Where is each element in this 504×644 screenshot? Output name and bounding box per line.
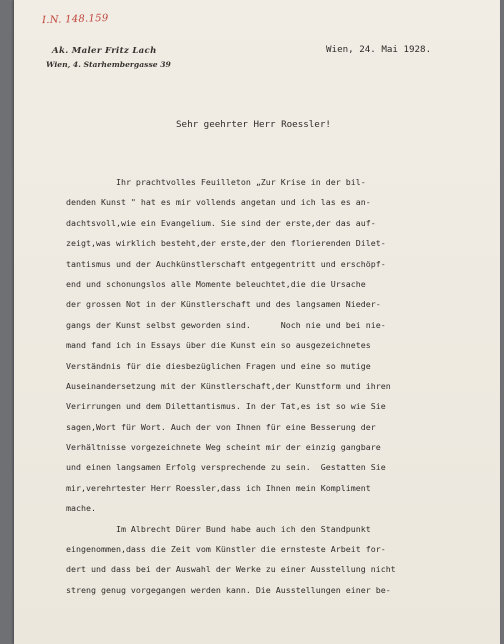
letter-body [66,172,496,600]
body-line: mir,verehrtester Herr Roessler,dass ich Ihnen mein Kompliment [66,482,371,493]
body-line: der grossen Not in der Künstlerschaft und des langsamen Nieder- [66,299,381,310]
letterhead [46,45,171,71]
body-line: Verhältnisse vorgezeichnete Weg scheint mir der einzig gangbare [66,442,381,453]
body-line: Auseinandersetzung mit der Künstlerschaft,der Kunstform und ihren [66,380,391,391]
body-line: zeigt,was wirklich besteht,der erste,der den florierenden Dilet- [66,238,386,249]
body-line: end und schonungslos alle Momente beleuchtet,die die Ursache [66,278,366,289]
body-line: Ihr prachtvolles Feuilleton „Zur Krise in der bil- [66,177,366,187]
body-line: denden Kunst " hat es mir vollends angetan und ich las es an- [66,197,371,208]
letter-date: Wien, 24. Mai 1928. [326,44,432,55]
body-line: dachtsvoll,wie ein Evangelium. Sie sind der erste,der das auf- [66,217,376,228]
body-line: sagen,Wort für Wort. Auch der von Ihnen für eine Besserung der [66,421,376,432]
body-line: mache. [66,503,96,514]
letterhead-name: Ak. Maler Fritz Lach [52,46,157,56]
salutation: Sehr geehrter Herr Roessler! [176,119,331,130]
body-line: Verirrungen und dem Dilettantismus. In der Tat,es ist so wie Sie [66,401,386,412]
body-line: und einen langsamen Erfolg versprechende zu sein. Gestatten Sie [66,462,386,473]
body-line: Im Albrecht Dürer Bund habe auch ich den Standpunkt [66,523,371,534]
body-line: streng genug vorgegangen werden kann. Die Ausstellungen einer be- [66,584,391,595]
archive-inventory-mark: I.N. 148.159 [41,12,109,27]
body-line: mand fand ich in Essays über die Kunst ein so ausgezeichnetes [66,340,371,351]
letter-page [14,0,500,644]
body-line: gangs der Kunst selbst geworden sind. Noch nie und bei nie- [66,319,386,330]
body-line: tantismus und der Auchkünstlerschaft entgegentritt und erschöpf- [66,258,386,269]
letterhead-address: Wien, 4. Starhembergasse 39 [46,60,171,69]
body-line: Verständnis für die diesbezüglichen Fragen und eine so mutige [66,360,371,371]
body-line: dert und dass bei der Auswahl der Werke zu einer Ausstellung nicht [66,564,396,575]
body-line: eingenommen,dass die Zeit vom Künstler die ernsteste Arbeit for- [66,544,386,555]
